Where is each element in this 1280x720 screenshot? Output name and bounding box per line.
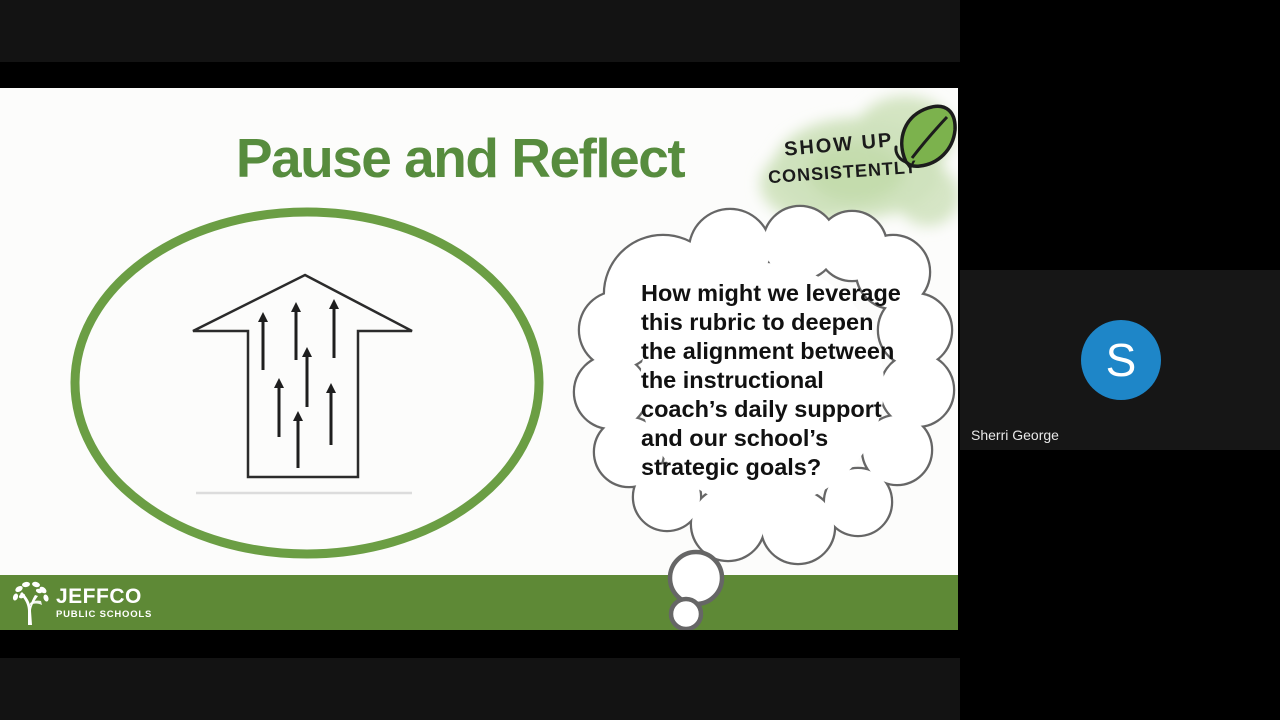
- letterbox-bottom: [0, 658, 960, 720]
- bubble-line: How might we leverage: [641, 280, 901, 306]
- bubble-line: coach’s daily support: [641, 396, 882, 422]
- letterbox-top: [0, 0, 960, 62]
- avatar-initial: S: [1105, 334, 1137, 386]
- logo-title: JEFFCO: [56, 585, 142, 608]
- participant-avatar: [1081, 320, 1161, 400]
- sticker-text-line2: CONSISTENTLY: [767, 156, 918, 188]
- jeffco-logo: [12, 581, 152, 625]
- bubble-line: strategic goals?: [641, 454, 822, 480]
- slide-title: Pause and Reflect: [235, 127, 685, 189]
- participant-name: Sherri George: [971, 427, 1059, 443]
- growth-arrow-graphic: [193, 275, 412, 493]
- bubble-text: [641, 279, 921, 482]
- bubble-line: the instructional: [641, 367, 824, 393]
- bubble-line: this rubric to deepen: [641, 309, 874, 335]
- bubble-line: and our school’s: [641, 425, 829, 451]
- sticker-text-line1: SHOW UP: [783, 129, 895, 161]
- bubble-line: the alignment between: [641, 338, 895, 364]
- presentation-slide: [0, 88, 958, 630]
- tree-icon: [12, 581, 50, 625]
- logo-subtitle: PUBLIC SCHOOLS: [56, 609, 153, 620]
- participant-tile[interactable]: [960, 270, 1280, 450]
